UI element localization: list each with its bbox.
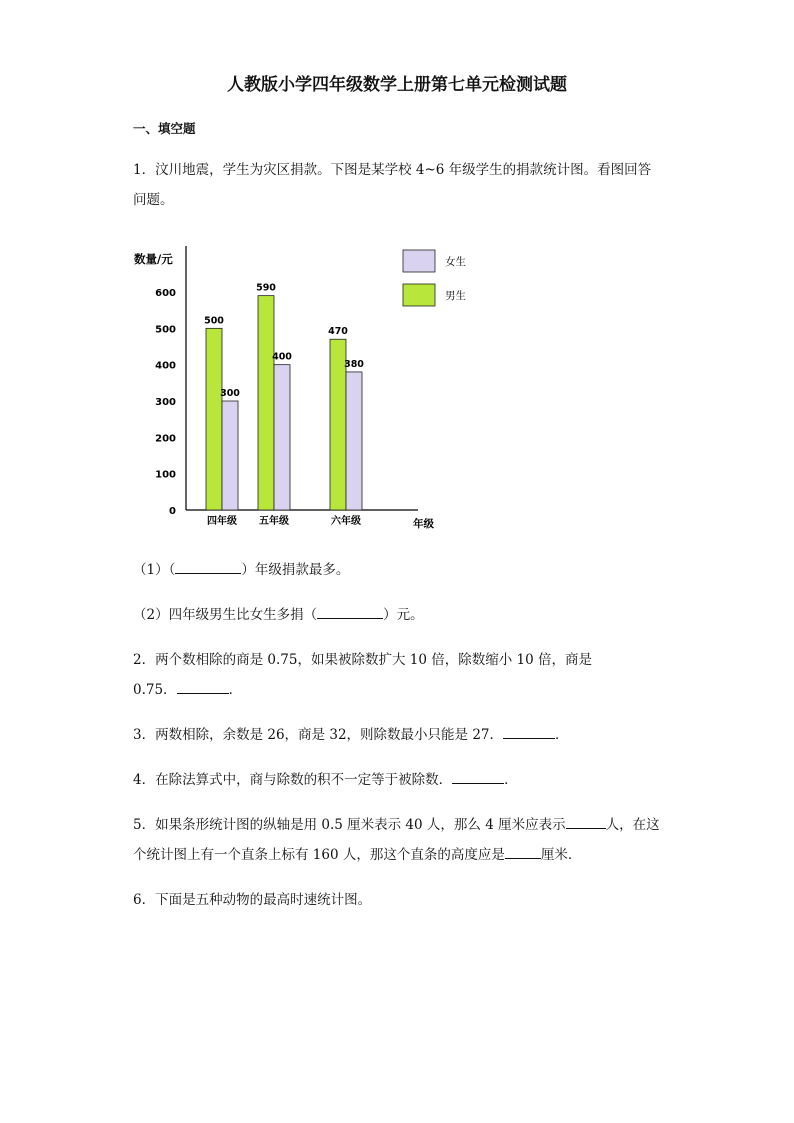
legend-swatch <box>403 284 435 306</box>
question-1-sub-1 <box>133 555 349 585</box>
bar-value-label: 400 <box>272 351 292 363</box>
y-tick-label: 300 <box>155 397 176 408</box>
y-axis-label: 数量/元 <box>134 252 173 266</box>
x-axis-label: 年级 <box>413 518 434 530</box>
question-2-line-1: 2．两个数相除的商是 0.75，如果被除数扩大 10 倍，除数缩小 10 倍，商是 <box>133 652 592 668</box>
q5-line1-b: 人，在这 <box>605 817 660 833</box>
bar-value-label: 590 <box>256 282 276 294</box>
y-tick-label: 500 <box>155 324 176 336</box>
q1-sub2-prefix: （2）四年级男生比女生多捐（ <box>133 607 318 623</box>
y-tick-label: 200 <box>155 433 176 445</box>
q3-text: 3．两数相除，余数是 26，商是 32，则除数最小只能是 27． <box>133 727 503 743</box>
x-tick-label: 六年级 <box>331 516 361 527</box>
y-tick-label: 100 <box>155 469 176 481</box>
page-title: 人教版小学四年级数学上册第七单元检测试题 <box>227 75 567 95</box>
question-2-line-2 <box>133 675 242 705</box>
q5-line2-b: 厘米． <box>540 847 582 863</box>
q3-end: ． <box>555 727 569 743</box>
question-5-line-1 <box>133 810 660 840</box>
q4-text: 4．在除法算式中，商与除数的积不一定等于被除数． <box>133 772 453 788</box>
answer-blank[interactable] <box>177 679 229 694</box>
answer-blank[interactable] <box>175 559 241 574</box>
bar-value-label: 500 <box>204 315 224 327</box>
q5-line2-a: 个统计图上有一个直条上标有 160 人，那这个直条的高度应是 <box>133 847 505 863</box>
question-1-line-2: 问题。 <box>133 192 174 208</box>
q2-prefix: 0.75． <box>133 682 177 698</box>
q1-sub1-suffix: ）年级捐款最多。 <box>241 562 350 578</box>
q5-line1-a: 5．如果条形统计图的纵轴是用 0.5 厘米表示 40 人，那么 4 厘米应表示 <box>133 817 566 833</box>
legend-swatch <box>403 250 435 272</box>
x-tick-label: 四年级 <box>207 516 237 527</box>
bar <box>258 296 274 510</box>
answer-blank[interactable] <box>566 814 606 829</box>
question-3 <box>133 720 569 750</box>
legend-label: 男生 <box>445 290 466 302</box>
q1-sub1-prefix: （1）（ <box>133 562 176 578</box>
donation-bar-chart <box>128 238 466 538</box>
bar-value-label: 470 <box>328 326 348 338</box>
answer-blank[interactable] <box>317 604 383 619</box>
q2-end: ． <box>228 682 243 698</box>
question-6: 6．下面是五种动物的最高时速统计图。 <box>133 892 372 908</box>
y-tick-label: 600 <box>155 288 176 299</box>
y-tick-label: 0 <box>169 506 176 517</box>
q4-end: ． <box>504 772 518 788</box>
bar-value-label: 380 <box>344 358 364 370</box>
chart-svg <box>128 238 466 538</box>
bar <box>222 401 238 510</box>
bar-value-label: 300 <box>220 388 240 399</box>
legend-label: 女生 <box>445 256 466 268</box>
bar <box>346 372 362 510</box>
y-tick-label: 400 <box>155 360 176 372</box>
section-heading: 一、填空题 <box>133 121 196 136</box>
q1-sub2-suffix: ）元。 <box>383 607 424 623</box>
answer-blank[interactable] <box>503 724 555 739</box>
answer-blank[interactable] <box>452 769 504 784</box>
question-4 <box>133 765 518 795</box>
answer-blank[interactable] <box>505 844 541 859</box>
question-1-line-1: 1．汶川地震，学生为灾区捐款。下图是某学校 4~6 年级学生的捐款统计图。看图回答 <box>133 162 652 178</box>
x-tick-label: 五年级 <box>259 516 289 527</box>
question-5-line-2 <box>133 840 581 870</box>
bar <box>274 365 290 510</box>
bar <box>206 328 222 510</box>
question-1-sub-2 <box>133 600 424 630</box>
